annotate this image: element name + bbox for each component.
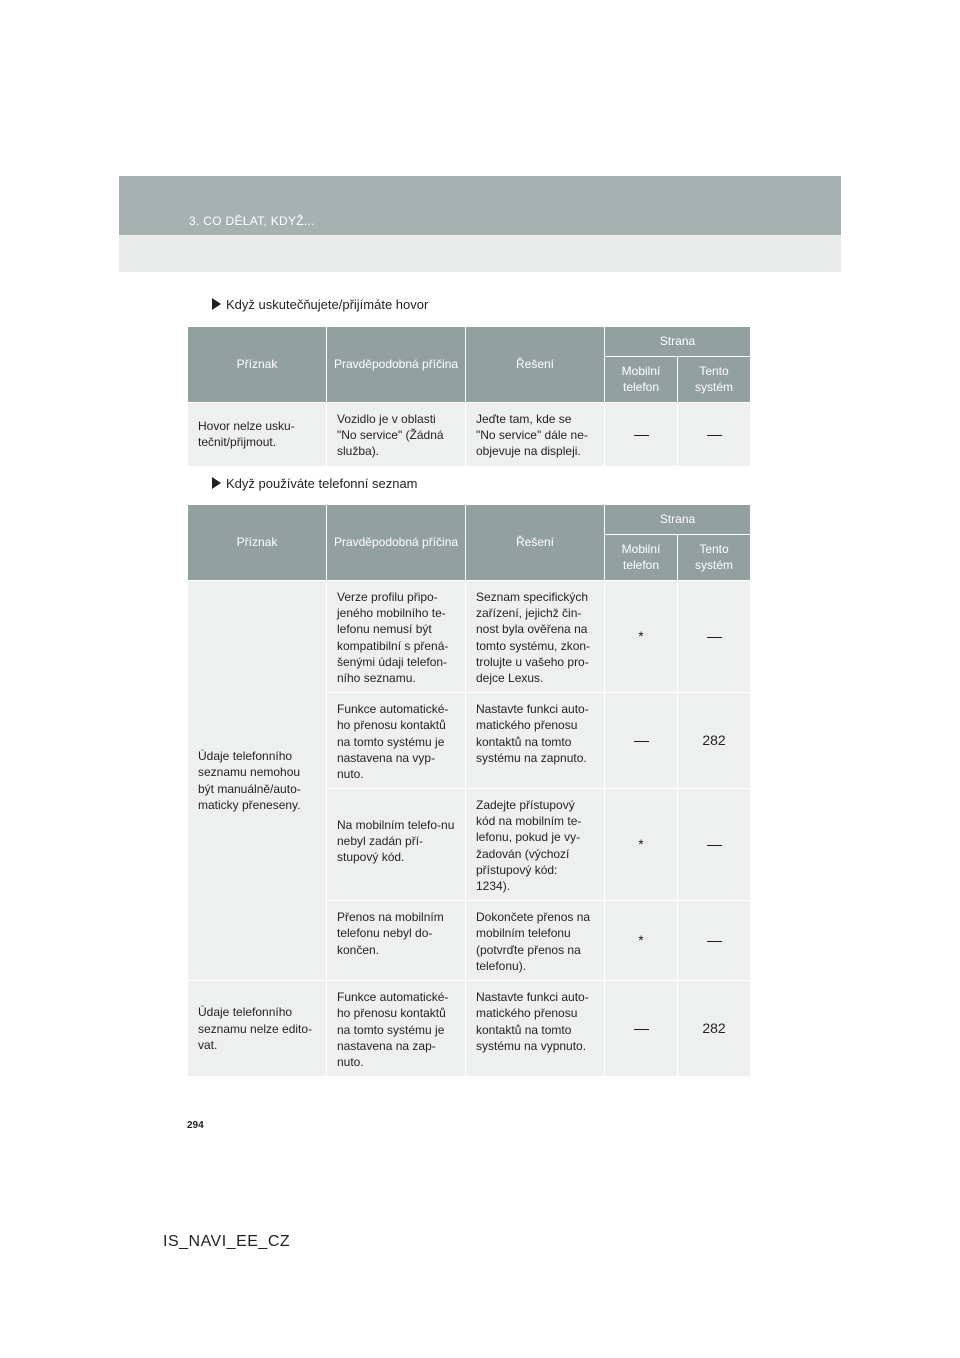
header-system: Tento systém	[678, 535, 751, 581]
page-header	[119, 176, 841, 272]
symptom-cell: Údaje telefonního seznamu nelze edito-vat.	[188, 981, 327, 1077]
page-number: 294	[187, 1120, 204, 1131]
mobile-page-cell	[605, 901, 678, 981]
mobile-page-cell	[605, 693, 678, 789]
header-solution: Řešení	[466, 327, 605, 403]
section-title-phonebook	[212, 476, 418, 491]
solution-cell: Nastavte funkci auto-matického přenosu kontaktů na tomto systému na zapnuto.	[466, 693, 605, 789]
system-page-cell	[678, 403, 751, 467]
mobile-page-cell	[605, 581, 678, 693]
cause-cell: Na mobilním telefo-nu nebyl zadán pří-stupový kód.	[327, 789, 466, 901]
section-title-text: Když uskutečňujete/přijímáte hovor	[226, 297, 429, 312]
mobile-page-cell	[605, 403, 678, 467]
header-symptom: Příznak	[188, 505, 327, 581]
cause-cell: Funkce automatické-ho přenosu kontaktů na tomto systému je nastavena na zap-nuto.	[327, 981, 466, 1077]
symptom-cell: Hovor nelze usku-tečnit/přijmout.	[188, 403, 327, 467]
system-page-cell	[678, 789, 751, 901]
header-symptom: Příznak	[188, 327, 327, 403]
header-cause: Pravděpodobná příčina	[327, 505, 466, 581]
dash-icon	[707, 435, 722, 436]
triangle-bullet-icon	[212, 298, 221, 310]
header-system: Tento systém	[678, 357, 751, 403]
table-row	[188, 981, 751, 1077]
system-page-cell	[678, 581, 751, 693]
document-code: IS_NAVI_EE_CZ	[163, 1233, 291, 1250]
system-page-cell: 282	[678, 981, 751, 1077]
triangle-bullet-icon	[212, 477, 221, 489]
header-cause: Pravděpodobná příčina	[327, 327, 466, 403]
phonebook-table	[187, 504, 751, 1077]
calls-table	[187, 326, 751, 467]
asterisk-icon: *	[638, 836, 644, 853]
table-row	[188, 403, 751, 467]
cause-cell: Funkce automatické-ho přenosu kontaktů na tomto systému je nastavena na vyp-nuto.	[327, 693, 466, 789]
header-mobile: Mobilní telefon	[605, 357, 678, 403]
chapter-title: 3. CO DĚLAT, KDYŽ...	[189, 214, 315, 228]
system-page-cell	[678, 901, 751, 981]
dash-icon	[707, 845, 722, 846]
cause-cell: Verze profilu připo-jeného mobilního te-lefonu nemusí být kompatibilní s přená-šenými údaji telefon-ního seznamu.	[327, 581, 466, 693]
header-solution: Řešení	[466, 505, 605, 581]
cause-cell: Vozidlo je v oblasti "No service" (Žádná služba).	[327, 403, 466, 467]
section-title-calls	[212, 297, 428, 312]
section-title-text: Když používáte telefonní seznam	[226, 476, 418, 491]
solution-cell: Nastavte funkci auto-matického přenosu kontaktů na tomto systému na vypnuto.	[466, 981, 605, 1077]
solution-cell: Dokončete přenos na mobilním telefonu (potvrďte přenos na telefonu).	[466, 901, 605, 981]
header-page: Strana	[605, 505, 751, 535]
asterisk-icon: *	[638, 628, 644, 645]
dash-icon	[634, 435, 649, 436]
header-mobile: Mobilní telefon	[605, 535, 678, 581]
header-bar	[119, 176, 841, 235]
symptom-cell: Údaje telefonního seznamu nemohou být manuálně/auto-maticky přeneseny.	[188, 581, 327, 981]
cause-cell: Přenos na mobilním telefonu nebyl do-končen.	[327, 901, 466, 981]
table-row	[188, 581, 751, 693]
solution-cell: Zadejte přístupový kód na mobilním te-lefonu, pokud je vy-žadován (výchozí přístupový kód: 1234).	[466, 789, 605, 901]
asterisk-icon: *	[638, 932, 644, 949]
dash-icon	[634, 1029, 649, 1030]
mobile-page-cell	[605, 981, 678, 1077]
header-page: Strana	[605, 327, 751, 357]
mobile-page-cell	[605, 789, 678, 901]
solution-cell: Jeďte tam, kde se "No service" dále ne-objevuje na displeji.	[466, 403, 605, 467]
solution-cell: Seznam specifických zařízení, jejichž čin-nost byla ověřena na tomto systému, zkon-trolujte u vašeho pro-dejce Lexus.	[466, 581, 605, 693]
dash-icon	[707, 637, 722, 638]
dash-icon	[634, 741, 649, 742]
system-page-cell: 282	[678, 693, 751, 789]
dash-icon	[707, 941, 722, 942]
